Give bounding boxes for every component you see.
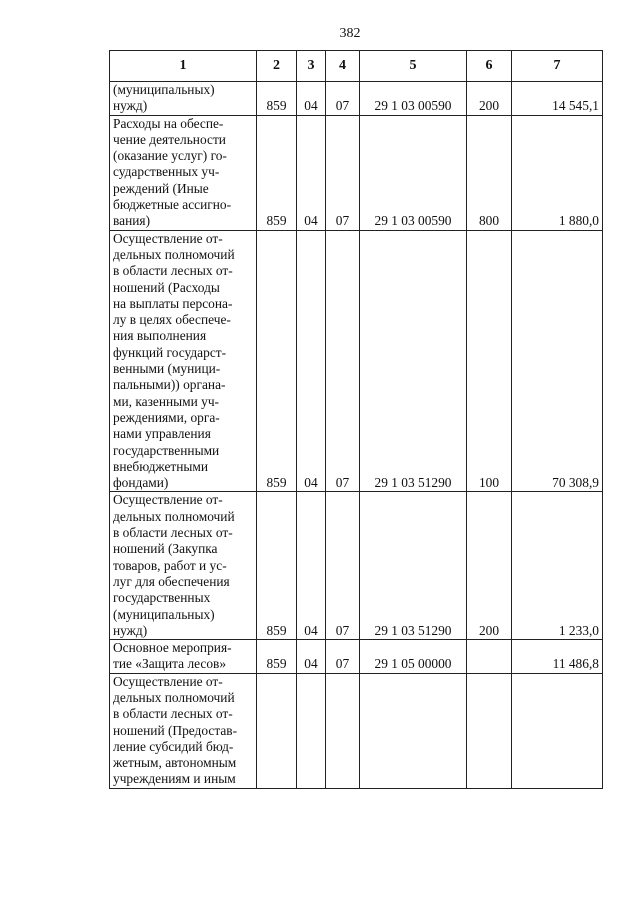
row-col-7: 14 545,1 (512, 82, 603, 116)
row-col-4: 07 (326, 230, 360, 492)
header-col-2: 2 (257, 51, 297, 82)
table-row (110, 82, 603, 116)
row-col-4: 07 (326, 82, 360, 116)
row-name: Основное мероприя- тие «Защита лесов» (110, 640, 257, 674)
row-col-6: 800 (467, 115, 512, 230)
header-row (110, 51, 603, 82)
row-col-2: 859 (257, 640, 297, 674)
row-col-2 (257, 673, 297, 788)
row-col-5: 29 1 03 51290 (360, 492, 467, 640)
row-col-3 (297, 673, 326, 788)
row-col-6: 200 (467, 492, 512, 640)
row-col-2: 859 (257, 230, 297, 492)
row-col-4: 07 (326, 640, 360, 674)
row-name: Осуществление от- дельных полномочий в области лесных от- ношений (Закупка товаров, работ и ус- луг для обеспечения государственных (муниципальных) нужд) (110, 492, 257, 640)
header-col-3: 3 (297, 51, 326, 82)
table-row (110, 492, 603, 640)
row-col-6 (467, 640, 512, 674)
header-col-6: 6 (467, 51, 512, 82)
page-number: 382 (339, 26, 361, 41)
row-col-4: 07 (326, 115, 360, 230)
row-col-3: 04 (297, 640, 326, 674)
row-name: (муниципальных) нужд) (110, 82, 257, 116)
row-col-7: 11 486,8 (512, 640, 603, 674)
row-col-5: 29 1 03 51290 (360, 230, 467, 492)
table-row (110, 230, 603, 492)
row-name: Расходы на обеспе- чение деятельности (оказание услуг) го- сударственных уч- реждений (Иные бюджетные ассигно- вания) (110, 115, 257, 230)
row-col-3: 04 (297, 230, 326, 492)
row-name: Осуществление от- дельных полномочий в области лесных от- ношений (Расходы на выплаты персона- лу в целях обеспече- ния выполнения функций государст- венными (муници- пальными)) органа- ми, казенными уч- реждениями, орга- нами управления государственными внебюджетными фондами) (110, 230, 257, 492)
row-col-3: 04 (297, 82, 326, 116)
row-col-5: 29 1 05 00000 (360, 640, 467, 674)
budget-table (109, 50, 603, 789)
header-col-7: 7 (512, 51, 603, 82)
row-col-3: 04 (297, 492, 326, 640)
row-col-7: 1 880,0 (512, 115, 603, 230)
row-col-6: 100 (467, 230, 512, 492)
table-row (110, 640, 603, 674)
row-col-7: 70 308,9 (512, 230, 603, 492)
row-col-7 (512, 673, 603, 788)
header-col-1: 1 (110, 51, 257, 82)
row-col-4: 07 (326, 492, 360, 640)
row-col-3: 04 (297, 115, 326, 230)
row-col-6 (467, 673, 512, 788)
table-row (110, 673, 603, 788)
row-col-5: 29 1 03 00590 (360, 82, 467, 116)
row-col-5 (360, 673, 467, 788)
row-col-7: 1 233,0 (512, 492, 603, 640)
row-col-4 (326, 673, 360, 788)
table-row (110, 115, 603, 230)
row-name: Осуществление от- дельных полномочий в области лесных от- ношений (Предостав- ление субсидий бюд- жетным, автономным учреждениям и иным (110, 673, 257, 788)
row-col-2: 859 (257, 492, 297, 640)
row-col-5: 29 1 03 00590 (360, 115, 467, 230)
row-col-2: 859 (257, 115, 297, 230)
header-col-4: 4 (326, 51, 360, 82)
header-col-5: 5 (360, 51, 467, 82)
row-col-6: 200 (467, 82, 512, 116)
row-col-2: 859 (257, 82, 297, 116)
